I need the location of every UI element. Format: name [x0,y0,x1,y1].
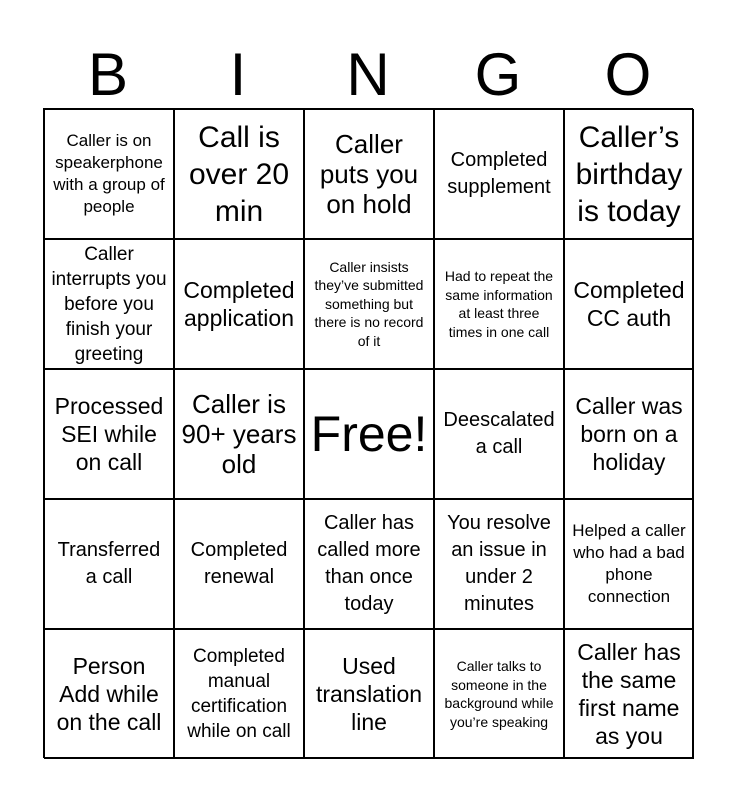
cell-text: Caller was born on a holiday [575,393,683,475]
header-letter-b: B [87,41,129,108]
bingo-cell[interactable] [304,109,434,239]
header-letter-o: O [604,41,652,108]
free-space[interactable] [304,369,434,499]
cell-text: Caller talks to someone in the background while you’re speaking [444,658,554,730]
bingo-board [43,108,693,758]
cell-text: Caller is on speakerphone with a group of people [53,131,165,216]
bingo-cell[interactable] [304,629,434,759]
cell-text: Caller puts you on hold [319,129,419,219]
cell-text: Completed manual certification while on call [187,646,291,742]
cell-text: Transferred a call [57,539,161,588]
bingo-cell[interactable] [564,239,694,369]
cell-text: Caller’s birthday is today [575,120,683,228]
header-letter-n: N [346,41,390,108]
cell-text: Caller is 90+ years old [181,389,297,479]
cell-text: Caller has the same first name as you [577,639,681,749]
bingo-cell[interactable] [174,369,304,499]
cell-text: Caller insists they’ve submitted something but there is no record of it [314,258,424,349]
cell-text: Used translation line [315,653,423,735]
bingo-cell[interactable] [564,369,694,499]
cell-text: Caller interrupts you before you finish your greeting [51,243,167,365]
bingo-cell[interactable] [304,239,434,369]
bingo-cell[interactable] [434,239,564,369]
bingo-cell[interactable] [564,499,694,629]
cell-text: You resolve an issue in under 2 minutes [447,512,551,615]
cell-text: Caller has called more than once today [317,512,421,615]
cell-text: Completed renewal [190,539,288,588]
bingo-cell[interactable] [174,499,304,629]
header-letter-i: I [229,41,247,108]
bingo-cell[interactable] [434,629,564,759]
header-letter-g: G [474,41,522,108]
bingo-cell[interactable] [44,239,174,369]
cell-text: Processed SEI while on call [54,393,164,475]
cell-text: Completed CC auth [573,277,685,331]
bingo-cell[interactable] [174,109,304,239]
bingo-cell[interactable] [44,109,174,239]
cell-text: Call is over 20 min [188,120,290,228]
bingo-cell[interactable] [434,499,564,629]
cell-text: Helped a caller who had a bad phone connection [572,521,686,606]
bingo-cell[interactable] [174,239,304,369]
bingo-cell[interactable] [434,109,564,239]
bingo-cell[interactable] [44,629,174,759]
bingo-cell[interactable] [174,629,304,759]
cell-text: Completed application [183,277,295,331]
bingo-cell[interactable] [564,109,694,239]
bingo-cell[interactable] [304,499,434,629]
cell-text: Deescalated a call [443,409,555,458]
cell-text: Had to repeat the same information at least three times in one call [444,268,554,340]
cell-text: Free! [310,406,428,462]
bingo-cell[interactable] [564,629,694,759]
bingo-cell[interactable] [44,499,174,629]
cell-text: Person Add while on the call [56,653,162,735]
cell-text: Completed supplement [447,149,551,198]
bingo-cell[interactable] [434,369,564,499]
bingo-cell[interactable] [44,369,174,499]
bingo-header [43,42,693,108]
